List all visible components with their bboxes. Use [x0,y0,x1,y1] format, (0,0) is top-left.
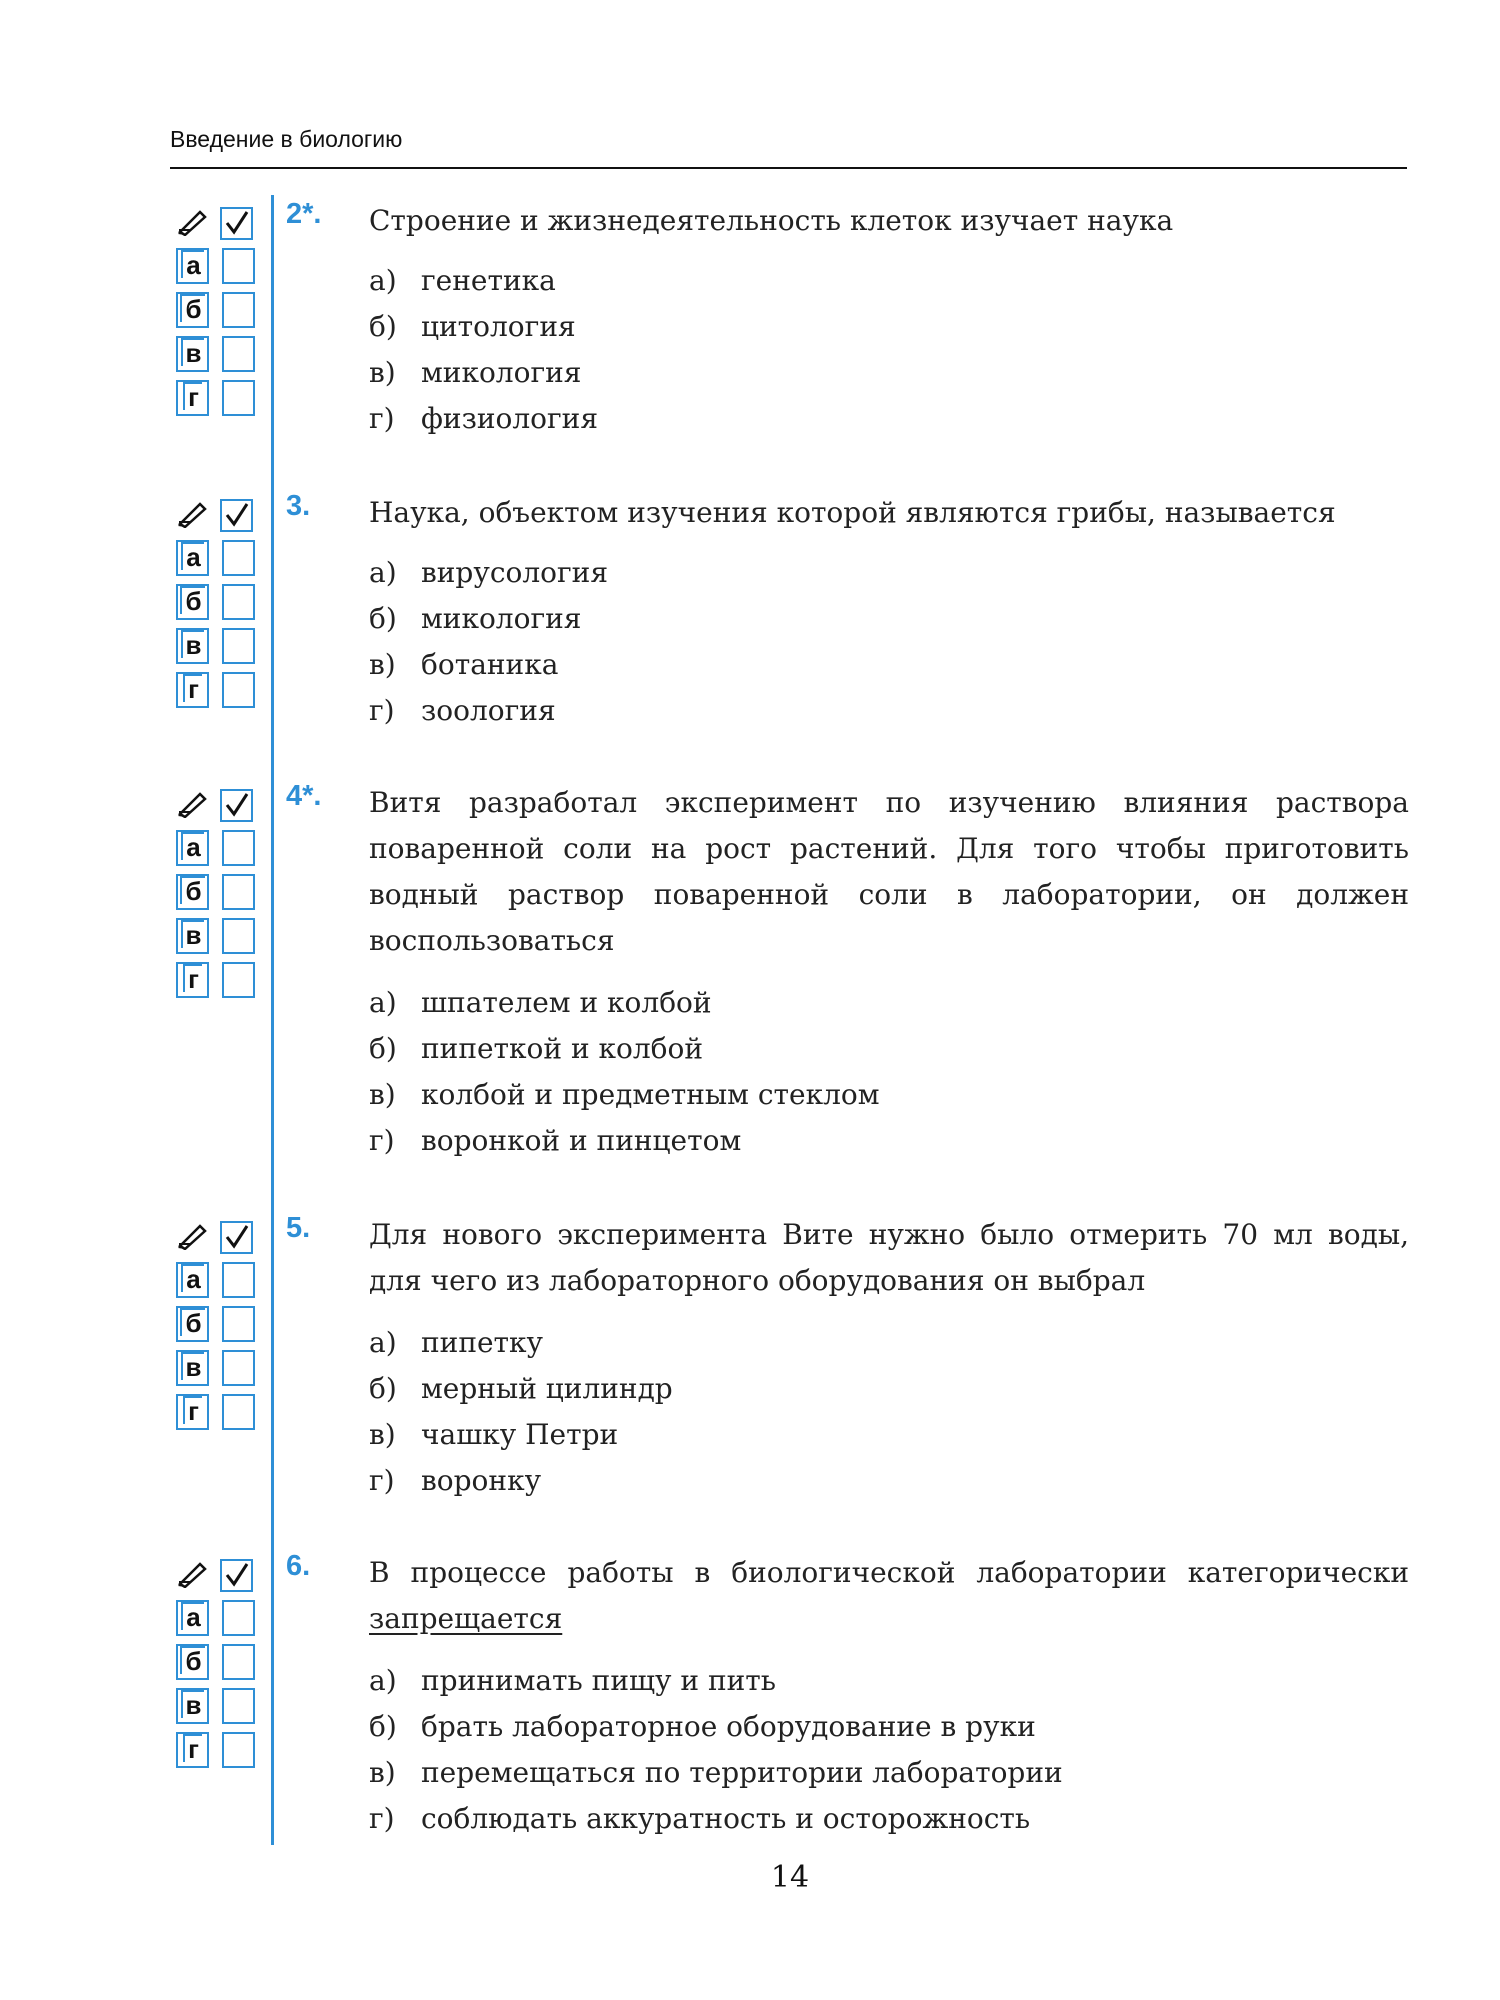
answer-box-g[interactable] [222,1394,255,1430]
option-v: в) колбой и предметным стеклом [369,1078,880,1111]
answer-box-g[interactable] [222,962,255,998]
option-b: б) пипеткой и колбой [369,1032,704,1065]
question-text: Витя разработал эксперимент по изучению влияния раствора поваренной соли на рост растений. Для того чтобы приготовить водный раствор поваренной соли в лаборатории, он должен воспользоваться [369,786,1409,957]
header-rule [170,167,1407,169]
letter-b-label: б [176,1644,209,1680]
emphasis-underlined: запрещается [369,1602,563,1635]
question-text: Наука, объектом изучения которой являются грибы, называется [369,496,1336,529]
pencil-icon [176,208,212,238]
answer-box-g[interactable] [222,1732,255,1768]
answer-options [369,980,1409,1164]
letter-a-label: а [176,540,209,576]
check-box[interactable] [220,207,253,240]
answer-box-v[interactable] [222,336,255,372]
answer-box-b[interactable] [222,584,255,620]
check-box[interactable] [220,1221,253,1254]
question-text: Строение и жизнедеятельность клеток изучает наука [369,204,1174,237]
answer-grid [176,1220,266,1430]
option-v: в) перемещаться по территории лаборатории [369,1756,1063,1789]
answer-options [369,258,1409,442]
option-g: г) физиология [369,402,599,435]
answer-box-a[interactable] [222,1600,255,1636]
option-a: а) пипетку [369,1326,544,1359]
letter-b-label: б [176,292,209,328]
answer-grid [176,206,266,416]
option-v: в) чашку Петри [369,1418,619,1451]
answer-box-a[interactable] [222,248,255,284]
option-b: б) микология [369,602,582,635]
letter-g-label: г [176,380,209,416]
answer-box-v[interactable] [222,628,255,664]
letter-b-label: б [176,584,209,620]
question-number: 4*. [286,780,322,812]
letter-v-label: в [176,1688,209,1724]
pencil-icon [176,790,212,820]
option-v: в) микология [369,356,582,389]
option-a: а) вирусология [369,556,609,589]
answer-box-g[interactable] [222,380,255,416]
pencil-icon [176,500,212,530]
option-a: а) принимать пищу и пить [369,1664,777,1697]
option-a: а) шпателем и колбой [369,986,712,1019]
letter-v-label: в [176,918,209,954]
pencil-icon [176,1560,212,1590]
answer-box-b[interactable] [222,1644,255,1680]
option-g: г) зоология [369,694,556,727]
option-g: г) воронку [369,1464,542,1497]
letter-v-label: в [176,628,209,664]
answer-options [369,550,1409,734]
answer-grid [176,788,266,998]
letter-b-label: б [176,1306,209,1342]
answer-box-v[interactable] [222,918,255,954]
letter-v-label: в [176,1350,209,1386]
option-g: г) соблюдать аккуратность и осторожность [369,1802,1031,1835]
page-number: 14 [770,1860,810,1895]
answer-box-v[interactable] [222,1350,255,1386]
answer-options [369,1658,1409,1842]
question-text: В процессе работы в биологической лаборатории категорически запрещается [369,1556,1409,1635]
question-number: 6. [286,1550,311,1582]
letter-g-label: г [176,1394,209,1430]
letter-a-label: а [176,248,209,284]
answer-grid [176,498,266,708]
letter-a-label: а [176,830,209,866]
letter-g-label: г [176,1732,209,1768]
answer-box-b[interactable] [222,292,255,328]
margin-divider [271,195,274,1845]
answer-box-g[interactable] [222,672,255,708]
check-box[interactable] [220,499,253,532]
letter-a-label: а [176,1262,209,1298]
question-number: 5. [286,1212,311,1244]
check-box[interactable] [220,789,253,822]
check-box[interactable] [220,1559,253,1592]
question-number: 2*. [286,198,322,230]
letter-a-label: а [176,1600,209,1636]
option-a: а) генетика [369,264,556,297]
page-header: Введение в биологию [170,126,403,152]
letter-v-label: в [176,336,209,372]
answer-grid [176,1558,266,1768]
letter-b-label: б [176,874,209,910]
answer-box-b[interactable] [222,874,255,910]
question-number: 3. [286,490,311,522]
answer-box-a[interactable] [222,830,255,866]
answer-box-a[interactable] [222,1262,255,1298]
option-b: б) брать лабораторное оборудование в руки [369,1710,1036,1743]
pencil-icon [176,1222,212,1252]
letter-g-label: г [176,672,209,708]
option-v: в) ботаника [369,648,559,681]
option-b: б) мерный цилиндр [369,1372,673,1405]
answer-options [369,1320,1409,1504]
answer-box-a[interactable] [222,540,255,576]
option-b: б) цитология [369,310,576,343]
answer-box-v[interactable] [222,1688,255,1724]
option-g: г) воронкой и пинцетом [369,1124,742,1157]
question-text: Для нового эксперимента Вите нужно было отмерить 70 мл воды, для чего из лабораторного оборудования он выбрал [369,1218,1409,1297]
answer-box-b[interactable] [222,1306,255,1342]
letter-g-label: г [176,962,209,998]
